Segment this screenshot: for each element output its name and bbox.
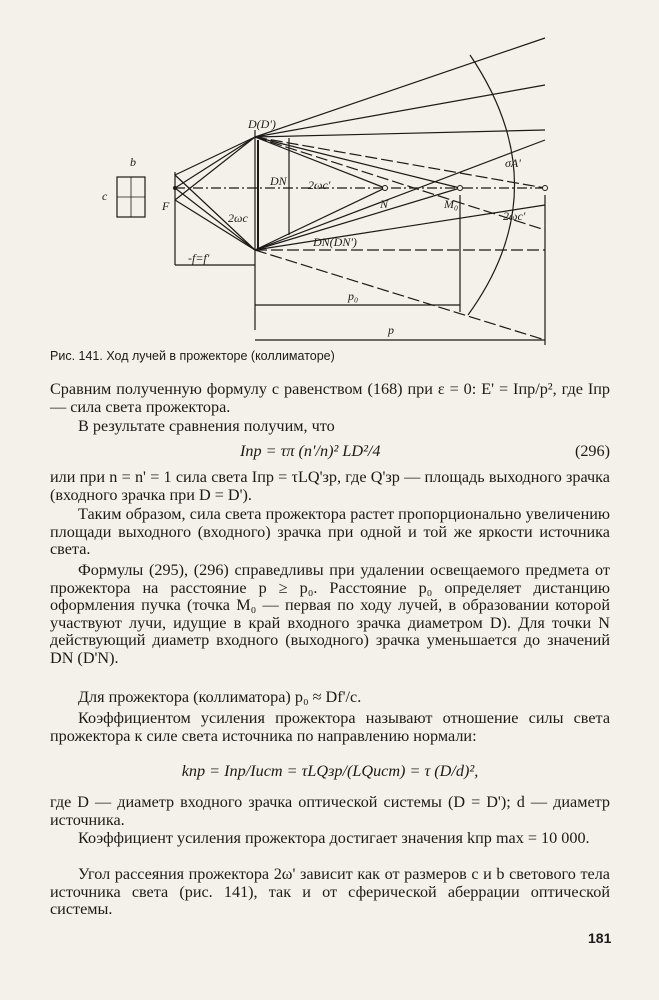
label-2wc-inner: 2ωc' bbox=[308, 178, 331, 192]
point-M0 bbox=[458, 186, 463, 191]
label-F: F bbox=[162, 199, 170, 213]
figure-caption: Рис. 141. Ход лучей в прожекторе (коллиматоре) bbox=[50, 349, 335, 363]
paragraph-5: Формулы (295), (296) справедливы при удалении освещаемого предмета от прожектора на расстояние p ≥ p₀. Расстояние p₀ определяет дистанцию оформления пучка (точка M₀ — первая по ходу лучей, в образовании которой участвуют лучи, идущие в край входного зрачка диаметром D). Для точки N действующий диаметр входного (выходного) зрачка уменьшается до значений DN (D'N). bbox=[50, 561, 610, 667]
label-p0: p₀ bbox=[348, 289, 359, 303]
point-F bbox=[173, 186, 177, 190]
equation-k-expr: kпр = Iпр/Iист = τLQзр/(LQист) = τ (D/d)², bbox=[181, 762, 479, 780]
label-N: N bbox=[380, 197, 389, 211]
paragraph-3: или при n = n' = 1 сила света Iпр = τLQ'зр, где Q'зр — площадь выходного зрачка (входного зрачка при D = D'). bbox=[50, 468, 610, 504]
paragraph-7: Коэффициентом усиления прожектора называют отношение силы света прожектора к силе света источника по направлению нормали: bbox=[50, 709, 610, 745]
equation-k bbox=[50, 762, 610, 780]
label-DN-bottom: DN(DN') bbox=[313, 235, 357, 249]
label-c: c bbox=[102, 189, 108, 203]
paragraph-8: где D — диаметр входного зрачка оптической системы (D = D'); d — диаметр источника. bbox=[50, 793, 610, 829]
paragraph-9: Коэффициент усиления прожектора достигает значения kпр max = 10 000. bbox=[78, 829, 590, 847]
label-DN: DN bbox=[270, 174, 287, 188]
paragraph-1: Сравним полученную формулу с равенством (168) при ε = 0: E' = Iпр/p², где Iпр — сила света прожектора. bbox=[50, 380, 610, 416]
equation-296-number: (296) bbox=[574, 442, 610, 460]
equation-296-expr: Iпр = τπ (n'/n)² LD²/4 bbox=[240, 442, 381, 460]
page-number: 181 bbox=[588, 930, 612, 946]
label-sigma: σA' bbox=[505, 156, 521, 170]
label-f: -f=f' bbox=[188, 251, 210, 265]
paragraph-6: Для прожектора (коллиматора) p₀ ≈ Df'/c. bbox=[78, 688, 362, 706]
paragraph-10: Угол рассеяния прожектора 2ω' зависит как от размеров c и b светового тела источника света (рис. 141), так и от сферической аберрации оптической системы. bbox=[50, 865, 610, 918]
paragraph-2: В результате сравнения получим, что bbox=[78, 417, 335, 435]
label-D: D(D') bbox=[248, 117, 276, 131]
label-b: b bbox=[130, 155, 136, 169]
label-p: p bbox=[388, 323, 394, 337]
paragraph-4: Таким образом, сила света прожектора растет пропорционально увеличению площади выходного (входного) зрачка при одной и той же яркости источника света. bbox=[50, 505, 610, 558]
label-M0: M₀ bbox=[444, 197, 459, 211]
point-N bbox=[383, 186, 388, 191]
projector-ray-diagram bbox=[0, 0, 659, 350]
label-2wc-left: 2ωc bbox=[228, 211, 248, 225]
label-2wc-right: 2ωc' bbox=[503, 209, 526, 223]
